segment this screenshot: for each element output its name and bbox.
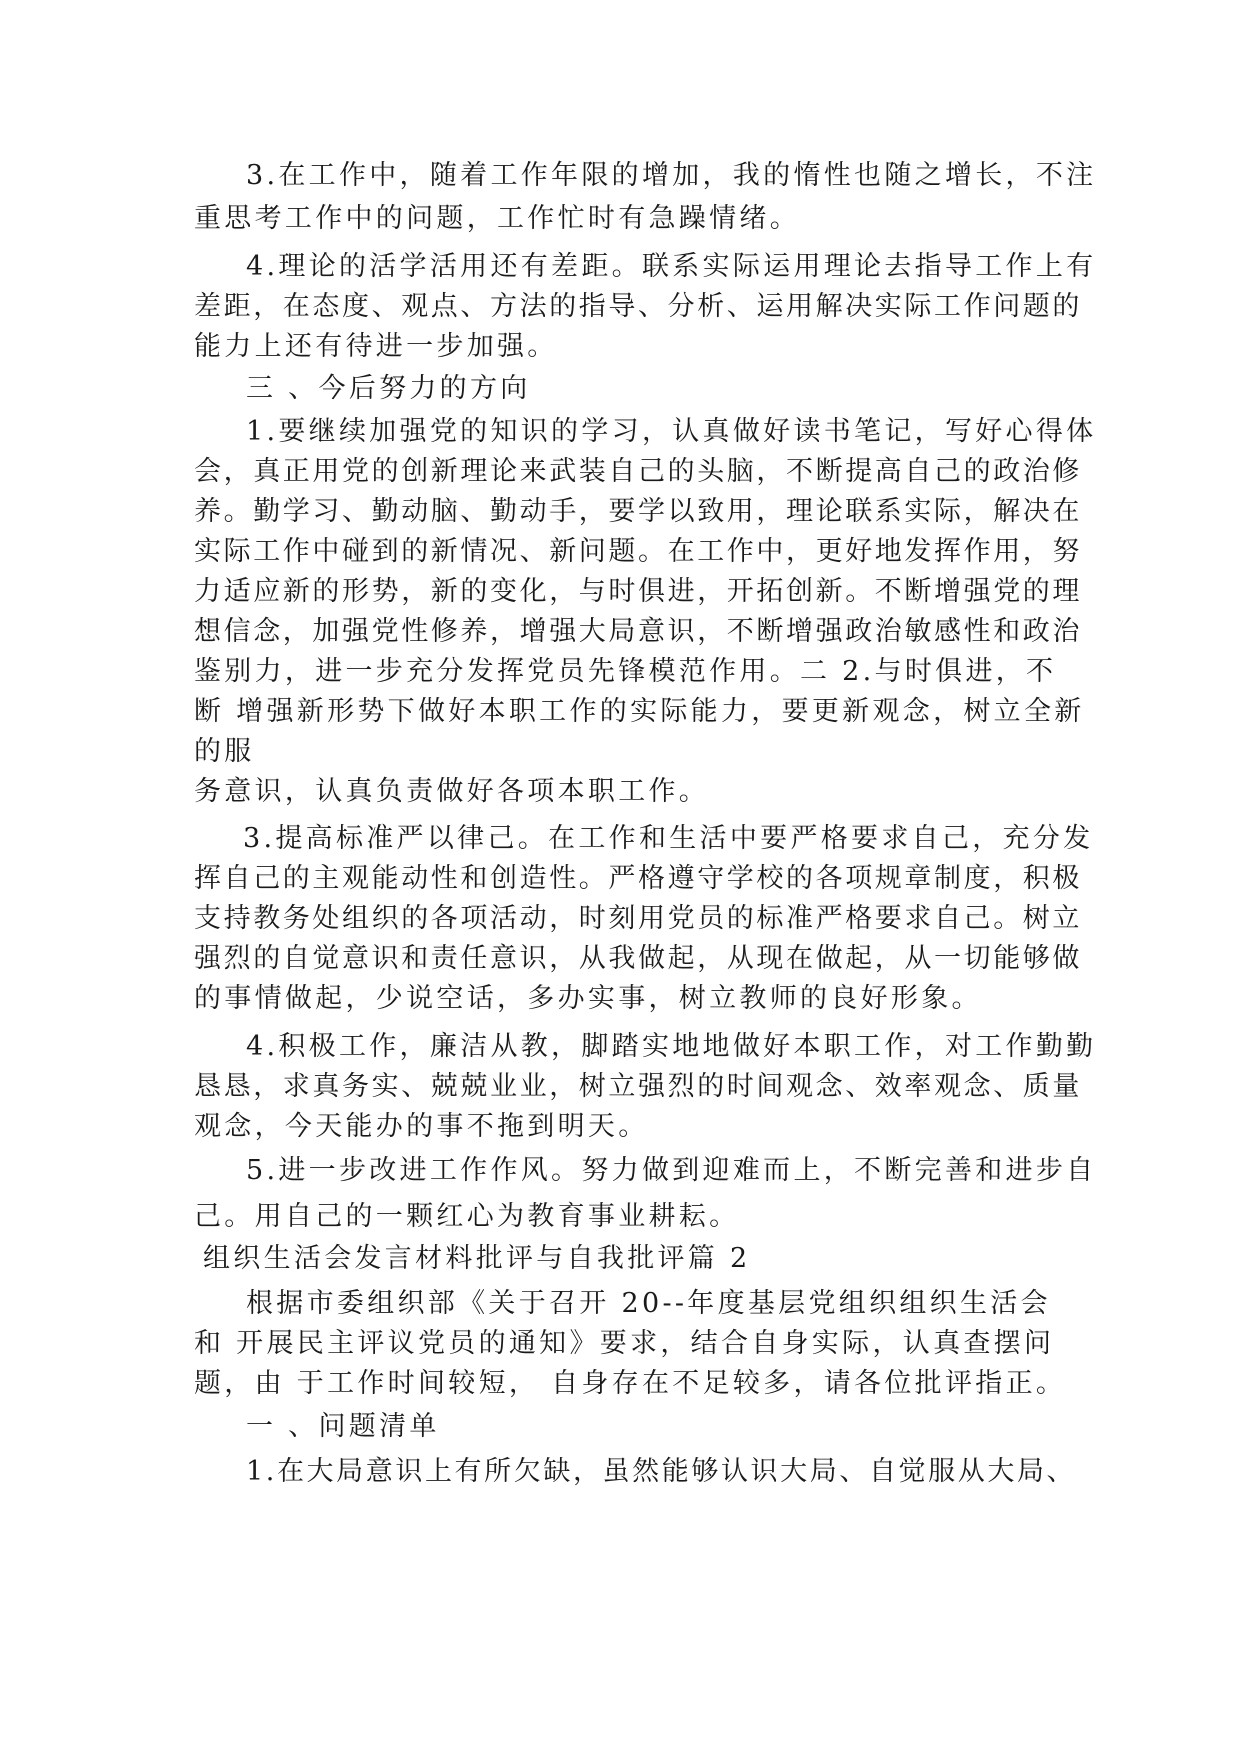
section-heading: 一 、问题清单 xyxy=(246,1411,440,1442)
text-line: 鉴别力，进一步充分发挥党员先锋模范作用。二 2.与时俱进，不 xyxy=(194,656,1057,687)
text-line: 根据市委组织部《关于召开 20--年度基层党组织组织生活会 xyxy=(246,1288,1051,1319)
text-line: 5.进一步改进工作作风。努力做到迎难而上，不断完善和进步自 xyxy=(246,1155,1097,1186)
text-line: 会，真正用党的创新理论来武装自己的头脑，不断提高自己的政治修 xyxy=(194,456,1082,487)
text-line: 4.理论的活学活用还有差距。联系实际运用理论去指导工作上有 xyxy=(246,251,1097,282)
text-line: 观念，今天能办的事不拖到明天。 xyxy=(194,1111,649,1142)
text-line: 实际工作中碰到的新情况、新问题。在工作中，更好地发挥作用，努 xyxy=(194,536,1082,567)
text-line: 1.要继续加强党的知识的学习，认真做好读书笔记，写好心得体 xyxy=(246,416,1097,447)
text-line: 断 增强新形势下做好本职工作的实际能力，要更新观念，树立全新 xyxy=(194,696,1085,727)
text-line: 4.积极工作，廉洁从教，脚踏实地地做好本职工作，对工作勤勤 xyxy=(246,1031,1097,1062)
article-title: 组织生活会发言材料批评与自我批评篇 2 xyxy=(203,1243,751,1274)
section-heading: 三 、今后努力的方向 xyxy=(246,373,531,404)
text-line: 3.在工作中，随着工作年限的增加，我的惰性也随之增长，不注 xyxy=(246,160,1097,191)
text-line: 支持教务处组织的各项活动，时刻用党员的标准严格要求自己。树立 xyxy=(194,903,1082,934)
text-line: 重思考工作中的问题，工作忙时有急躁情绪。 xyxy=(194,203,800,234)
text-line: 1.在大局意识上有所欠缺，虽然能够认识大局、自觉服从大局、 xyxy=(246,1456,1077,1487)
text-line: 想信念，加强党性修养，增强大局意识，不断增强政治敏感性和政治 xyxy=(194,616,1082,647)
text-line: 和 开展民主评议党员的通知》要求，结合自身实际，认真查摆问 xyxy=(194,1328,1055,1359)
text-line: 挥自己的主观能动性和创造性。严格遵守学校的各项规章制度，积极 xyxy=(194,863,1082,894)
text-line: 强烈的自觉意识和责任意识，从我做起，从现在做起，从一切能够做 xyxy=(194,943,1082,974)
text-line: 3.提高标准严以律己。在工作和生活中要严格要求自己，充分发 xyxy=(243,823,1094,854)
text-line: 力适应新的形势，新的变化，与时俱进，开拓创新。不断增强党的理 xyxy=(194,576,1082,607)
text-line: 题，由 于工作时间较短， 自身存在不足较多，请各位批评指正。 xyxy=(194,1368,1067,1399)
text-line: 养。勤学习、勤动脑、勤动手，要学以致用，理论联系实际，解决在 xyxy=(194,496,1082,527)
text-line: 务意识，认真负责做好各项本职工作。 xyxy=(194,776,710,807)
text-line: 的服 xyxy=(194,736,255,767)
text-line: 恳恳，求真务实、兢兢业业，树立强烈的时间观念、效率观念、质量 xyxy=(194,1071,1082,1102)
text-line: 己。用自己的一颗红心为教育事业耕耘。 xyxy=(194,1201,740,1232)
text-line: 的事情做起，少说空话，多办实事，树立教师的良好形象。 xyxy=(194,983,982,1014)
text-line: 能力上还有待进一步加强。 xyxy=(194,331,558,362)
text-line: 差距，在态度、观点、方法的指导、分析、运用解决实际工作问题的 xyxy=(194,291,1082,322)
